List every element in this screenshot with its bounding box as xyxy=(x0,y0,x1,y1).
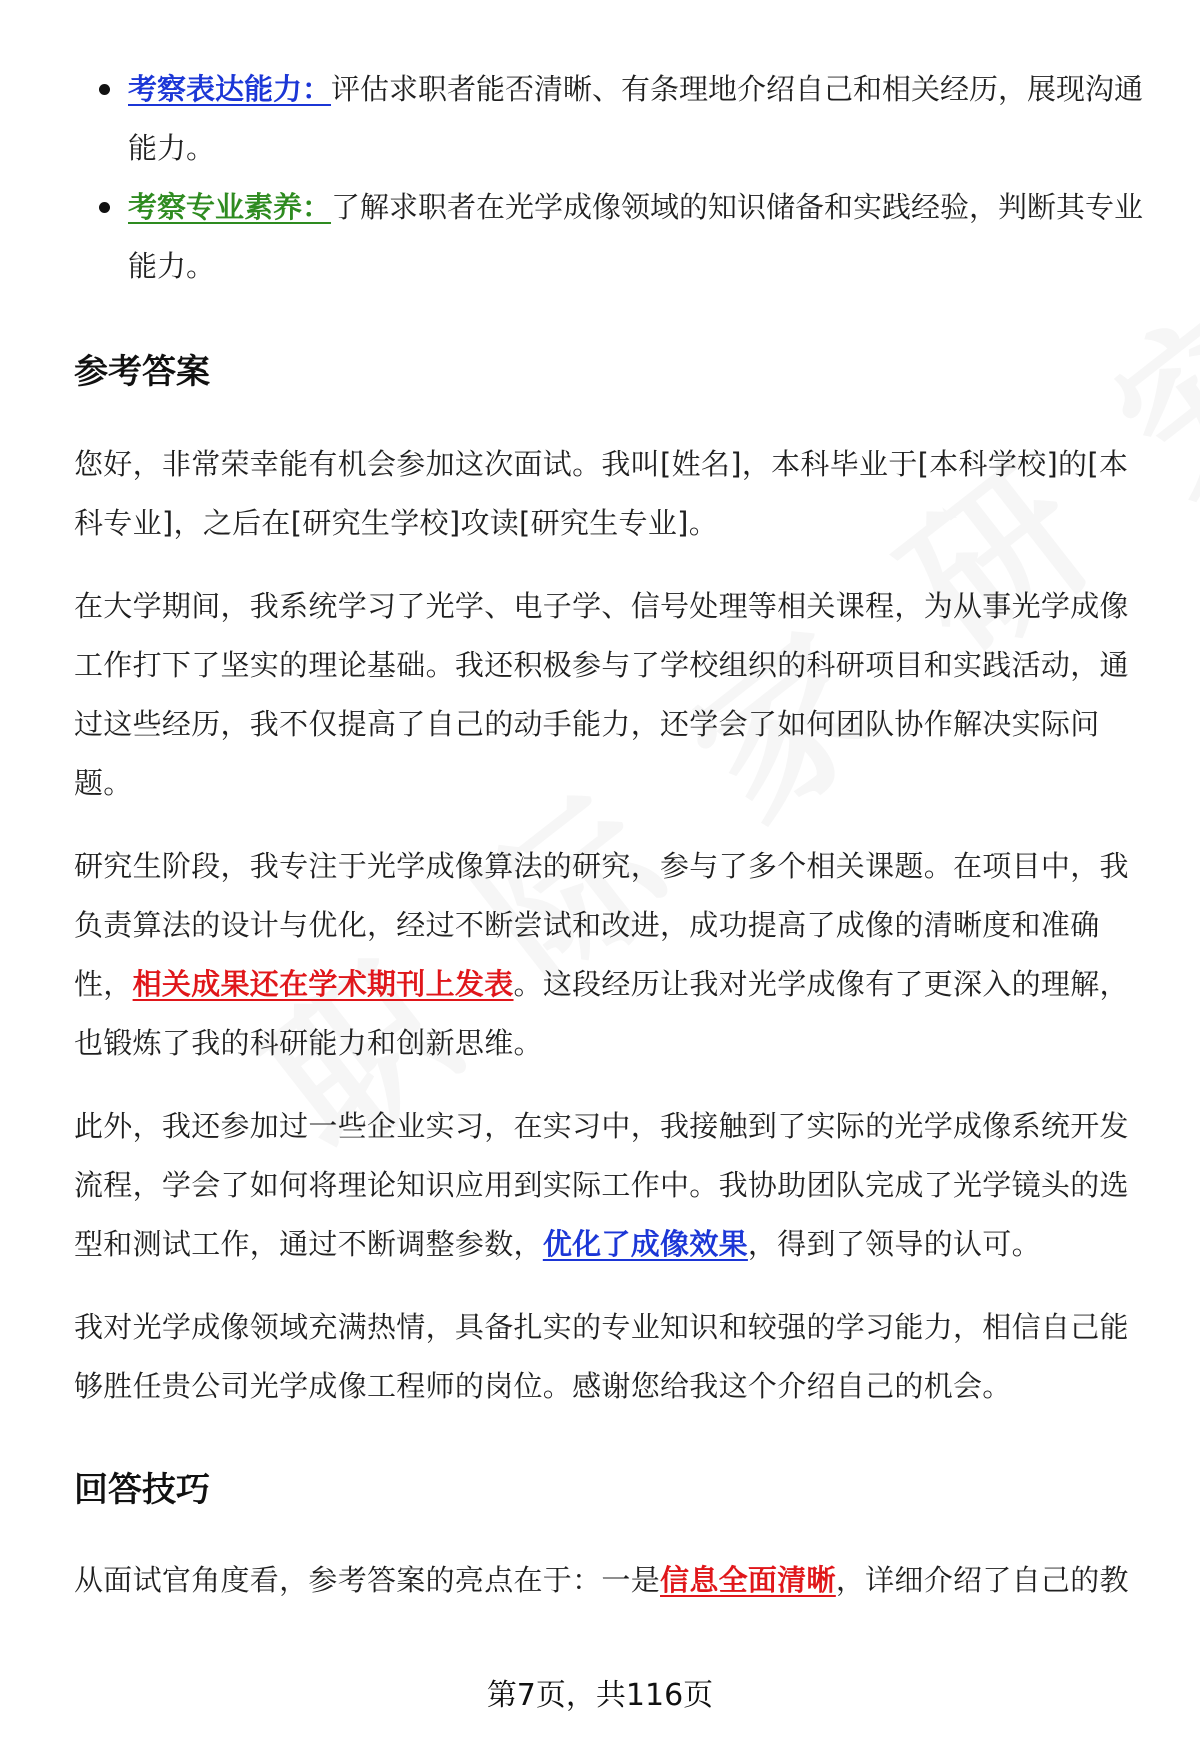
section-heading-answer-tips: 回答技巧 xyxy=(74,1470,210,1510)
paragraph-text: 。这段经历让我对光学成像有了更深入的理解，也锻炼了我的科研能力和创新思维。 xyxy=(74,967,1129,1060)
paragraph: 您好，非常荣幸能有机会参加这次面试。我叫[姓名]，本科毕业于[本科学校]的[本科专业]，之后在[研究生学校]攻读[研究生专业]。 xyxy=(74,447,1129,540)
list-item-text: 了解求职者在光学成像领域的知识储备和实践经验，判断其专业能力。 xyxy=(128,190,1144,283)
assessment-list xyxy=(74,60,1144,296)
paragraph-text: ，得到了领导的认可。 xyxy=(747,1227,1041,1261)
list-item-text: 评估求职者能否清晰、有条理地介绍自己和相关经历，展现沟通能力。 xyxy=(128,72,1144,165)
bullet-icon xyxy=(99,84,110,95)
list-item xyxy=(74,60,1144,178)
section-heading-reference-answer: 参考答案 xyxy=(74,352,210,392)
highlight-text: 相关成果还在学术期刊上发表 xyxy=(132,967,514,1001)
paragraph-text: 从面试官角度看，参考答案的亮点在于：一是 xyxy=(74,1563,661,1597)
keyword-label: 考察专业素养： xyxy=(128,190,332,224)
paragraph-text: 研究生阶段，我专注于光学成像算法的研究，参与了多个相关课题。在项目中，我负责算法的设计与优化，经过不断尝试和改进，成功提高了成像的清晰度和准确性， xyxy=(74,849,1129,1001)
paragraph: 在大学期间，我系统学习了光学、电子学、信号处理等相关课程，为从事光学成像工作打下了坚实的理论基础。我还积极参与了学校组织的科研项目和实践活动，通过这些经历，我不仅提高了自己的动手能力，还学会了如何团队协作解决实际问题。 xyxy=(74,589,1129,800)
list-item xyxy=(74,178,1144,296)
paragraph: 我对光学成像领域充满热情，具备扎实的专业知识和较强的学习能力，相信自己能够胜任贵公司光学成像工程师的岗位。感谢您给我这个介绍自己的机会。 xyxy=(74,1310,1129,1403)
highlight-text: 信息全面清晰 xyxy=(660,1563,836,1597)
paragraph-text: ，详细介绍了自己的教 xyxy=(835,1563,1129,1597)
paragraph xyxy=(74,837,1144,1073)
page-number: 第7页，共116页 xyxy=(486,1678,714,1713)
bullet-icon xyxy=(99,202,110,213)
paragraph-text: 此外，我还参加过一些企业实习，在实习中，我接触到了实际的光学成像系统开发流程，学会了如何将理论知识应用到实际工作中。我协助团队完成了光学镜头的选型和测试工作，通过不断调整参数， xyxy=(74,1109,1129,1261)
highlight-text: 优化了成像效果 xyxy=(542,1227,748,1261)
paragraph xyxy=(74,1097,1144,1274)
keyword-label: 考察表达能力： xyxy=(128,72,332,106)
paragraph xyxy=(74,1551,1144,1610)
content-area xyxy=(74,60,1144,1610)
